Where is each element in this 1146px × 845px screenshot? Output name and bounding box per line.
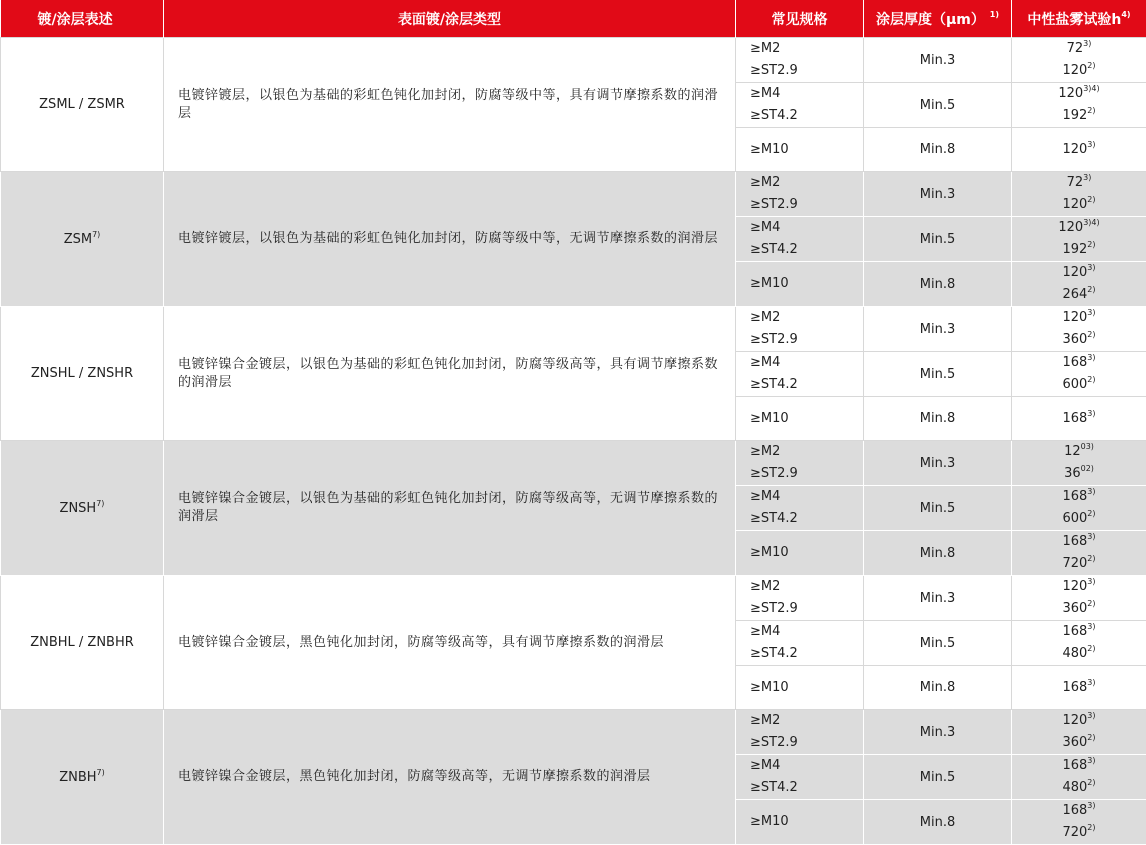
- spec-value: ≥M2: [750, 38, 863, 60]
- coating-description: 电镀锌镍合金镀层，黑色钝化加封闭，防腐等级高等，具有调节摩擦系数的润滑层: [164, 576, 736, 710]
- hours-value: 120: [1062, 579, 1087, 594]
- table-row: [1, 576, 1146, 621]
- footnote-marker: 2): [1087, 644, 1095, 653]
- salt-spray-cell: [1012, 441, 1146, 486]
- footnote-marker: 2): [1087, 106, 1095, 115]
- salt-spray-hours: [1012, 329, 1146, 351]
- table-row: [1, 307, 1146, 352]
- thickness-value: Min.3: [864, 576, 1012, 621]
- hours-value: 192: [1062, 108, 1087, 123]
- spec-value: ≥ST2.9: [750, 463, 863, 485]
- spec-value: ≥M2: [750, 172, 863, 194]
- coating-description: 电镀锌镀层，以银色为基础的彩虹色钝化加封闭，防腐等级中等，具有调节摩擦系数的润滑层: [164, 38, 736, 172]
- coating-description: 电镀锌镍合金镀层，以银色为基础的彩虹色钝化加封闭，防腐等级高等，具有调节摩擦系数的润滑层: [164, 307, 736, 441]
- spec-cell: [736, 38, 864, 83]
- hours-value: 168: [1062, 680, 1087, 695]
- hours-value: 36: [1064, 466, 1081, 481]
- coating-code-text: ZNSHL / ZNSHR: [31, 366, 133, 381]
- footnote-marker: 3): [1087, 487, 1095, 496]
- spec-value: ≥M4: [750, 755, 863, 777]
- coating-description: 电镀锌镍合金镀层，以银色为基础的彩虹色钝化加封闭，防腐等级高等，无调节摩擦系数的润滑层: [164, 441, 736, 576]
- salt-spray-hours: [1012, 374, 1146, 396]
- thickness-value: Min.3: [864, 38, 1012, 83]
- salt-spray-hours: [1012, 621, 1146, 643]
- salt-spray-hours: [1012, 262, 1146, 284]
- hours-value: 168: [1062, 411, 1087, 426]
- salt-spray-hours: [1012, 307, 1146, 329]
- footnote-marker: 3): [1083, 39, 1091, 48]
- salt-spray-cell: [1012, 38, 1146, 83]
- salt-spray-hours: [1012, 508, 1146, 530]
- footnote-marker: 2): [1087, 599, 1095, 608]
- spec-value: ≥ST4.2: [750, 508, 863, 530]
- hours-value: 600: [1062, 511, 1087, 526]
- thickness-value: Min.3: [864, 710, 1012, 755]
- salt-spray-cell: [1012, 83, 1146, 128]
- spec-cell: [736, 128, 864, 172]
- salt-spray-cell: [1012, 800, 1146, 845]
- footnote-marker: 02): [1081, 464, 1094, 473]
- spec-cell: [736, 531, 864, 576]
- salt-spray-cell: [1012, 755, 1146, 800]
- spec-value: ≥ST4.2: [750, 374, 863, 396]
- salt-spray-hours: [1012, 800, 1146, 822]
- coating-code-text: ZSM: [64, 232, 92, 247]
- salt-spray-cell: [1012, 307, 1146, 352]
- salt-spray-hours: [1012, 194, 1146, 216]
- salt-spray-hours: [1012, 83, 1146, 105]
- hours-value: 120: [1058, 86, 1083, 101]
- footnote-marker: 2): [1087, 240, 1095, 249]
- coating-description: 电镀锌镀层，以银色为基础的彩虹色钝化加封闭，防腐等级中等，无调节摩擦系数的润滑层: [164, 172, 736, 307]
- coating-code-text: ZNBH: [59, 770, 96, 785]
- footnote-marker: 3): [1087, 801, 1095, 810]
- thickness-value: Min.5: [864, 217, 1012, 262]
- salt-spray-cell: [1012, 666, 1146, 710]
- footnote-marker: 2): [1087, 195, 1095, 204]
- salt-spray-hours: [1012, 755, 1146, 777]
- hours-value: 264: [1062, 287, 1087, 302]
- hours-value: 120: [1062, 713, 1087, 728]
- spec-cell: [736, 710, 864, 755]
- hours-value: 72: [1067, 175, 1084, 190]
- salt-spray-hours: [1012, 553, 1146, 575]
- header-coating-code: 镀/涂层表述: [1, 0, 164, 38]
- thickness-value: Min.3: [864, 172, 1012, 217]
- hours-value: 168: [1062, 803, 1087, 818]
- spec-value: ≥M10: [750, 408, 863, 430]
- footnote-marker: 3): [1087, 756, 1095, 765]
- spec-value: ≥M4: [750, 352, 863, 374]
- coating-code: [1, 441, 164, 576]
- spec-cell: [736, 755, 864, 800]
- coating-code-text: ZNBHL / ZNBHR: [30, 635, 134, 650]
- footnote-marker: 3): [1087, 409, 1095, 418]
- coating-code: [1, 710, 164, 845]
- spec-value: ≥M2: [750, 576, 863, 598]
- spec-value: ≥M4: [750, 486, 863, 508]
- header-spec: 常见规格: [736, 0, 864, 38]
- salt-spray-cell: [1012, 486, 1146, 531]
- hours-value: 12: [1064, 444, 1081, 459]
- salt-spray-hours: [1012, 239, 1146, 261]
- footnote-marker: 3): [1087, 353, 1095, 362]
- hours-value: 600: [1062, 377, 1087, 392]
- footnote-marker: 2): [1087, 375, 1095, 384]
- hours-value: 360: [1062, 601, 1087, 616]
- hours-value: 720: [1062, 825, 1087, 840]
- spec-cell: [736, 486, 864, 531]
- salt-spray-hours: [1012, 60, 1146, 82]
- hours-value: 168: [1062, 624, 1087, 639]
- header-salt-spray: 中性盐雾试验$h^{4)}$: [1012, 0, 1146, 38]
- header-row: [1, 0, 1146, 38]
- salt-spray-hours: [1012, 284, 1146, 306]
- spec-value: ≥ST2.9: [750, 60, 863, 82]
- salt-spray-hours: [1012, 531, 1146, 553]
- spec-value: ≥ST2.9: [750, 732, 863, 754]
- spec-value: ≥ST2.9: [750, 194, 863, 216]
- hours-value: 360: [1062, 332, 1087, 347]
- spec-value: ≥M2: [750, 307, 863, 329]
- spec-cell: [736, 217, 864, 262]
- salt-spray-hours: [1012, 172, 1146, 194]
- salt-spray-hours: [1012, 822, 1146, 844]
- footnote-marker: 2): [1087, 733, 1095, 742]
- coating-code-text: ZSML / ZSMR: [39, 97, 125, 112]
- footnote-marker: 2): [1087, 285, 1095, 294]
- hours-value: 480: [1062, 780, 1087, 795]
- thickness-value: Min.8: [864, 128, 1012, 172]
- salt-spray-hours: [1012, 598, 1146, 620]
- footnote-marker: 3)4): [1083, 218, 1099, 227]
- salt-spray-hours: [1012, 463, 1146, 485]
- footnote-marker: 3): [1087, 711, 1095, 720]
- thickness-value: Min.8: [864, 397, 1012, 441]
- spec-cell: [736, 621, 864, 666]
- footnote-marker: 2): [1087, 823, 1095, 832]
- spec-value: ≥ST4.2: [750, 643, 863, 665]
- hours-value: 120: [1062, 142, 1087, 157]
- coating-code-text: ZNSH: [60, 501, 97, 516]
- hours-value: 120: [1058, 220, 1083, 235]
- hours-value: 120: [1062, 265, 1087, 280]
- hours-value: 120: [1062, 63, 1087, 78]
- footnote-marker: 3): [1083, 173, 1091, 182]
- footnote-marker: 3): [1087, 263, 1095, 272]
- salt-spray-hours: [1012, 38, 1146, 60]
- coating-code: [1, 576, 164, 710]
- footnote-marker: 2): [1087, 509, 1095, 518]
- hours-value: 720: [1062, 556, 1087, 571]
- salt-spray-cell: [1012, 397, 1146, 441]
- thickness-value: Min.8: [864, 531, 1012, 576]
- spec-cell: [736, 262, 864, 307]
- thickness-value: Min.8: [864, 666, 1012, 710]
- salt-spray-hours: [1012, 441, 1146, 463]
- spec-value: ≥ST4.2: [750, 777, 863, 799]
- header-thickness: 涂层厚度（μm） $^{1)}$: [864, 0, 1012, 38]
- table-row: [1, 172, 1146, 217]
- salt-spray-cell: [1012, 576, 1146, 621]
- spec-value: ≥M2: [750, 441, 863, 463]
- spec-cell: [736, 172, 864, 217]
- thickness-value: Min.5: [864, 486, 1012, 531]
- salt-spray-hours: [1012, 139, 1146, 161]
- thickness-value: Min.8: [864, 262, 1012, 307]
- spec-value: ≥M4: [750, 83, 863, 105]
- salt-spray-hours: [1012, 352, 1146, 374]
- spec-cell: [736, 397, 864, 441]
- table-row: [1, 710, 1146, 755]
- footnote-marker: 3): [1087, 140, 1095, 149]
- hours-value: 168: [1062, 355, 1087, 370]
- footnote-marker: 2): [1087, 61, 1095, 70]
- thickness-value: Min.5: [864, 621, 1012, 666]
- table-row: [1, 38, 1146, 83]
- thickness-value: Min.8: [864, 800, 1012, 845]
- coating-description: 电镀锌镍合金镀层，黑色钝化加封闭，防腐等级高等，无调节摩擦系数的润滑层: [164, 710, 736, 845]
- spec-value: ≥M2: [750, 710, 863, 732]
- spec-cell: [736, 800, 864, 845]
- footnote-marker: 7): [92, 230, 100, 239]
- spec-cell: [736, 307, 864, 352]
- salt-spray-hours: [1012, 105, 1146, 127]
- hours-value: 72: [1067, 41, 1084, 56]
- spec-value: ≥ST2.9: [750, 598, 863, 620]
- footnote-marker: 3): [1087, 308, 1095, 317]
- spec-cell: [736, 666, 864, 710]
- thickness-value: Min.5: [864, 755, 1012, 800]
- salt-spray-hours: [1012, 408, 1146, 430]
- spec-cell: [736, 441, 864, 486]
- footnote-marker: 2): [1087, 330, 1095, 339]
- table-body: [1, 38, 1146, 845]
- footnote-marker: 3): [1087, 577, 1095, 586]
- salt-spray-cell: [1012, 172, 1146, 217]
- salt-spray-cell: [1012, 710, 1146, 755]
- spec-value: ≥M4: [750, 217, 863, 239]
- salt-spray-hours: [1012, 677, 1146, 699]
- coating-code: [1, 38, 164, 172]
- footnote-marker: 7): [97, 768, 105, 777]
- salt-spray-hours: [1012, 777, 1146, 799]
- footnote-marker: 03): [1081, 442, 1094, 451]
- salt-spray-hours: [1012, 217, 1146, 239]
- spec-value: ≥M10: [750, 677, 863, 699]
- hours-value: 168: [1062, 758, 1087, 773]
- spec-cell: [736, 576, 864, 621]
- hours-value: 192: [1062, 242, 1087, 257]
- footnote-marker: 3): [1087, 532, 1095, 541]
- table-row: [1, 441, 1146, 486]
- salt-spray-cell: [1012, 531, 1146, 576]
- footnote-marker: 3): [1087, 678, 1095, 687]
- salt-spray-hours: [1012, 710, 1146, 732]
- coating-code: [1, 172, 164, 307]
- spec-value: ≥ST2.9: [750, 329, 863, 351]
- salt-spray-cell: [1012, 621, 1146, 666]
- hours-value: 120: [1062, 310, 1087, 325]
- spec-value: ≥M10: [750, 139, 863, 161]
- spec-cell: [736, 83, 864, 128]
- hours-value: 168: [1062, 489, 1087, 504]
- spec-cell: [736, 352, 864, 397]
- footnote-marker: 7): [96, 499, 104, 508]
- spec-value: ≥ST4.2: [750, 239, 863, 261]
- salt-spray-hours: [1012, 486, 1146, 508]
- spec-value: ≥ST4.2: [750, 105, 863, 127]
- salt-spray-cell: [1012, 217, 1146, 262]
- hours-value: 120: [1062, 197, 1087, 212]
- spec-value: ≥M10: [750, 273, 863, 295]
- footnote-marker: 3): [1087, 622, 1095, 631]
- footnote-marker: 3)4): [1083, 84, 1099, 93]
- thickness-value: Min.5: [864, 352, 1012, 397]
- salt-spray-hours: [1012, 643, 1146, 665]
- coating-code: [1, 307, 164, 441]
- spec-value: ≥M10: [750, 542, 863, 564]
- thickness-value: Min.3: [864, 307, 1012, 352]
- footnote-marker: 2): [1087, 554, 1095, 563]
- header-coating-type: 表面镀/涂层类型: [164, 0, 736, 38]
- salt-spray-cell: [1012, 128, 1146, 172]
- hours-value: 480: [1062, 646, 1087, 661]
- salt-spray-cell: [1012, 262, 1146, 307]
- footnote-marker: 2): [1087, 778, 1095, 787]
- thickness-value: Min.5: [864, 83, 1012, 128]
- salt-spray-cell: [1012, 352, 1146, 397]
- salt-spray-hours: [1012, 732, 1146, 754]
- salt-spray-hours: [1012, 576, 1146, 598]
- thickness-value: Min.3: [864, 441, 1012, 486]
- hours-value: 168: [1062, 534, 1087, 549]
- hours-value: 360: [1062, 735, 1087, 750]
- spec-value: ≥M4: [750, 621, 863, 643]
- spec-value: ≥M10: [750, 811, 863, 833]
